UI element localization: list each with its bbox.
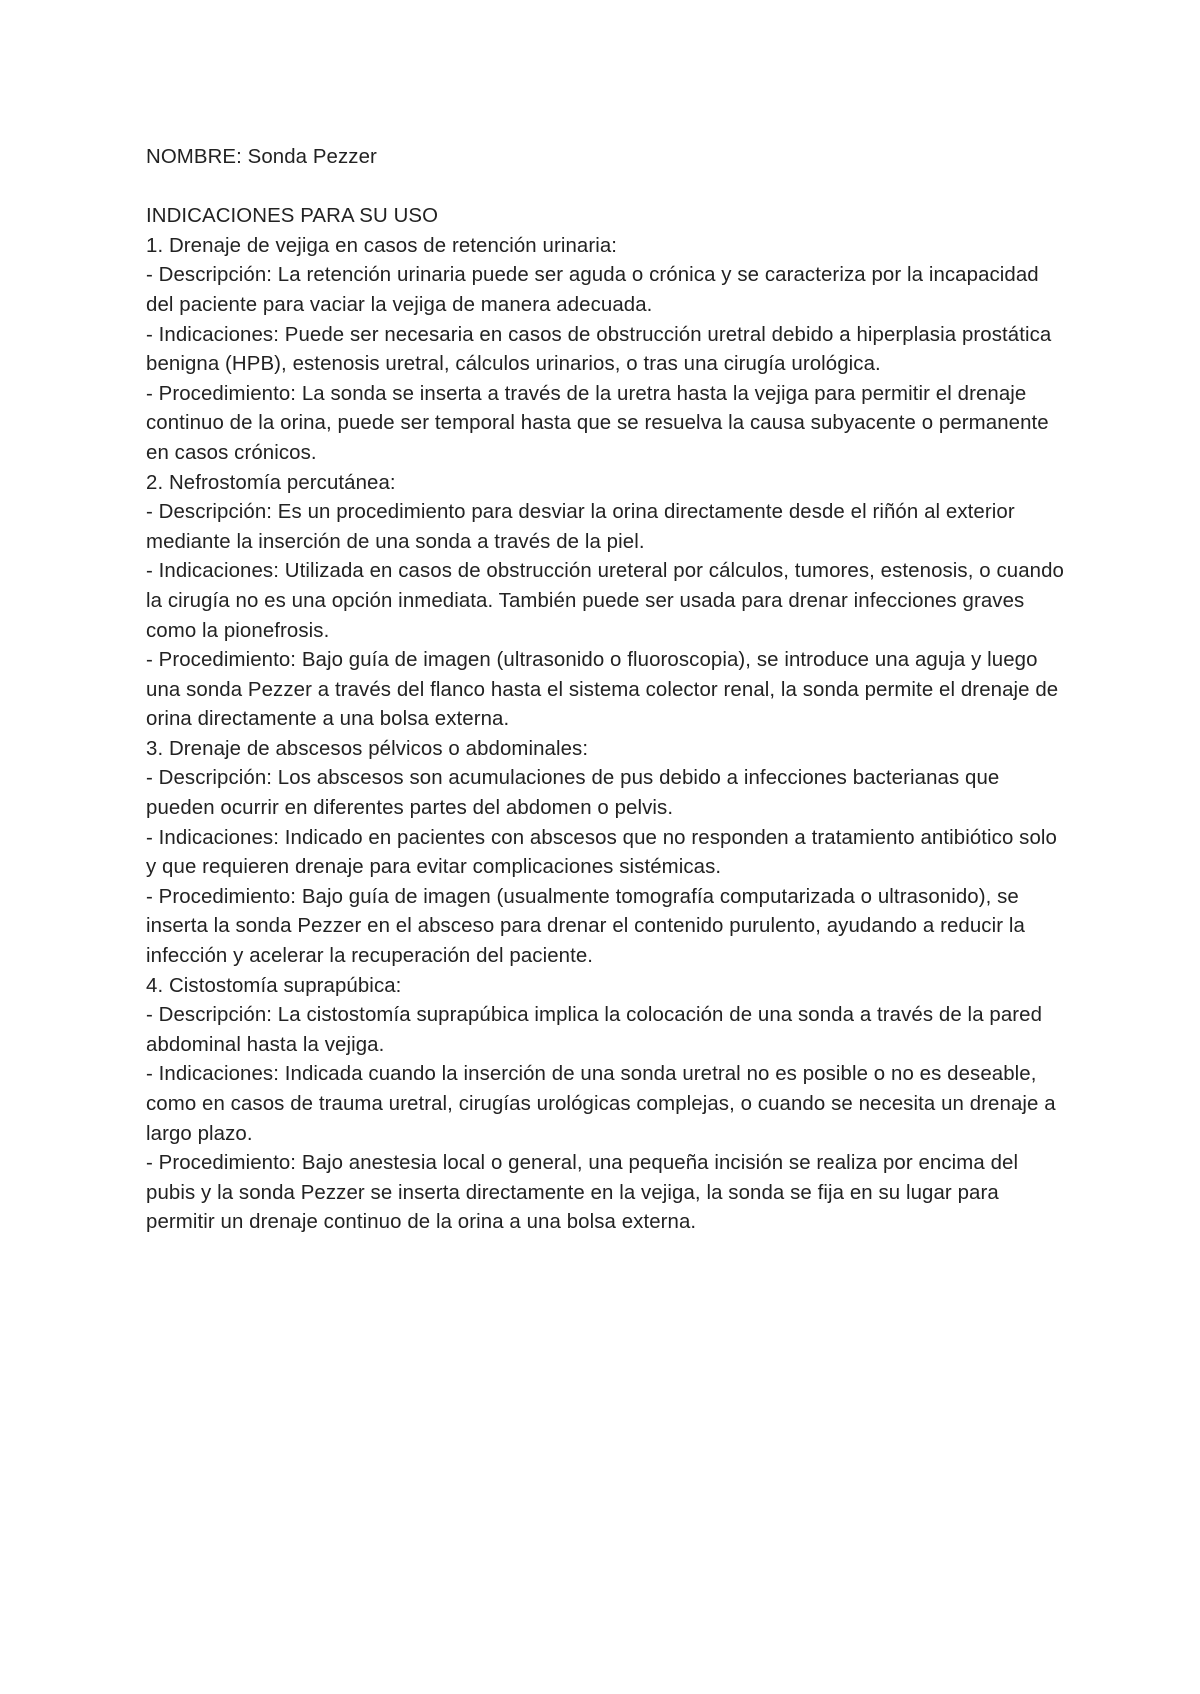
item-paragraph: - Procedimiento: Bajo guía de imagen (usualmente tomografía computarizada o ultrasonido), se inserta la sonda Pezzer en el absceso para drenar el contenido purulento, ayudando a reducir la infección y acelerar la recuperación del paciente. xyxy=(146,885,1031,968)
document-body xyxy=(146,143,1070,1238)
section-heading: INDICACIONES PARA SU USO xyxy=(146,205,439,228)
blank-line xyxy=(146,173,1066,203)
item-paragraph: - Procedimiento: Bajo anestesia local o general, una pequeña incisión se realiza por encima del pubis y la sonda Pezzer se inserta directamente en la vejiga, la sonda se fija en su lugar para permitir un drenaje continuo de la orina a una bolsa externa. xyxy=(146,1152,1024,1234)
item-paragraph: - Indicaciones: Indicado en pacientes con abscesos que no responden a tratamiento antibiótico solo y que requieren drenaje para evitar complicaciones sistémicas. xyxy=(146,826,1063,879)
item-title: 2. Nefrostomía percutánea: xyxy=(146,471,396,494)
item-title: 1. Drenaje de vejiga en casos de retención urinaria: xyxy=(146,234,618,257)
item-paragraph: - Procedimiento: La sonda se inserta a través de la uretra hasta la vejiga para permitir el drenaje continuo de la orina, puede ser temporal hasta que se resuelva la causa subyacente o permanente en casos crónicos. xyxy=(146,382,1055,464)
item-paragraph: - Indicaciones: Utilizada en casos de obstrucción ureteral por cálculos, tumores, estenosis, o cuando la cirugía no es una opción inmediata. También puede ser usada para drenar infecciones graves como la pionefrosis. xyxy=(146,560,1070,642)
item-paragraph: - Indicaciones: Puede ser necesaria en casos de obstrucción uretral debido a hiperplasia prostática benigna (HPB), estenosis uretral, cálculos urinarios, o tras una cirugía urológica. xyxy=(146,323,1058,376)
item-paragraph: - Descripción: La cistostomía suprapúbica implica la colocación de una sonda a través de la pared abdominal hasta la vejiga. xyxy=(146,1004,1048,1056)
item-paragraph: - Procedimiento: Bajo guía de imagen (ultrasonido o fluoroscopia), se introduce una aguja y luego una sonda Pezzer a través del flanco hasta el sistema colector renal, la sonda permite el drenaje de orina directamente a una bolsa externa. xyxy=(146,649,1065,731)
item-title: 3. Drenaje de abscesos pélvicos o abdominales: xyxy=(146,737,589,760)
item-paragraph: - Descripción: Los abscesos son acumulaciones de pus debido a infecciones bacterianas que pueden ocurrir en diferentes partes del abdomen o pelvis. xyxy=(146,767,1006,820)
item-paragraph: - Indicaciones: Indicada cuando la inserción de una sonda uretral no es posible o no es deseable, como en casos de trauma uretral, cirugías urológicas complejas, o cuando se necesita un drenaje a largo plazo. xyxy=(146,1063,1062,1145)
item-paragraph: - Descripción: Es un procedimiento para desviar la orina directamente desde el riñón al exterior mediante la inserción de una sonda a través de la piel. xyxy=(146,501,1021,553)
item-title: 4. Cistostomía suprapúbica: xyxy=(146,974,402,997)
item-paragraph: - Descripción: La retención urinaria puede ser aguda o crónica y se caracteriza por la incapacidad del paciente para vaciar la vejiga de manera adecuada. xyxy=(146,264,1045,316)
document-name-line: NOMBRE: Sonda Pezzer xyxy=(146,146,377,168)
